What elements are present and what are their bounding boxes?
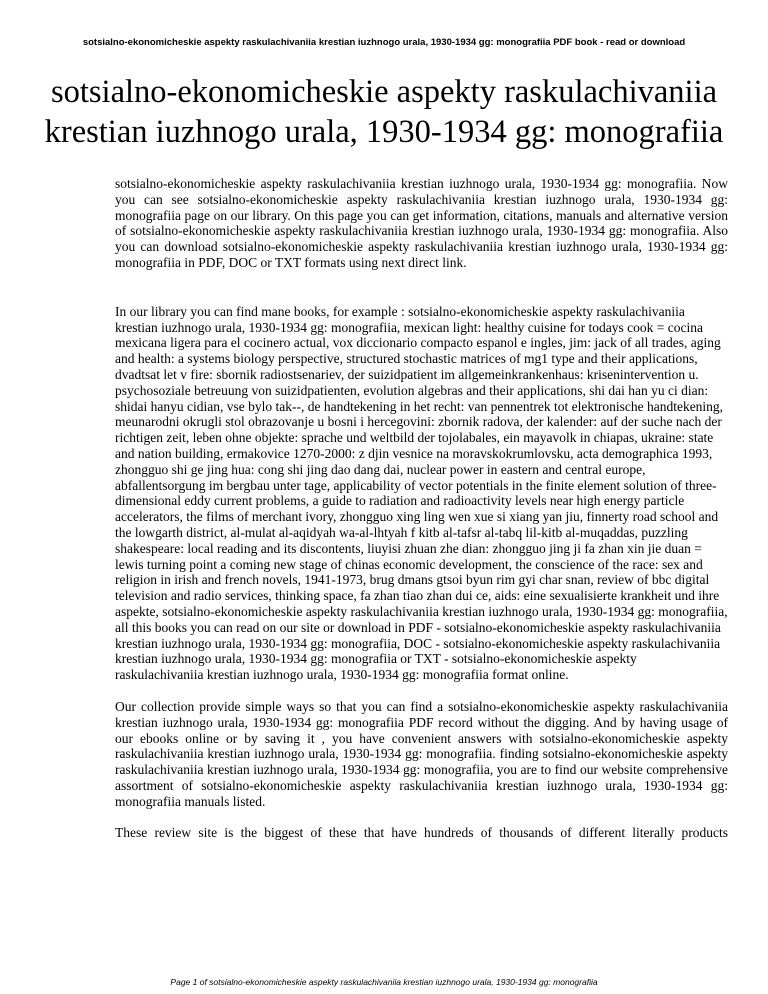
page-footer: Page 1 of sotsialno-ekonomicheskie aspekty raskulachivaniia krestian iuzhnogo urala, 1930-1934 gg: monografiia: [170, 977, 598, 987]
document-body: [115, 176, 728, 841]
collection-paragraph: Our collection provide simple ways so that you can find a sotsialno-ekonomicheskie aspekty raskulachivaniia krestian iuzhnogo urala, 1930-1934 gg: monografiia PDF record without the digging. And by having usage of our ebooks online or by saving it , you have convenient answers with sotsialno-ekonomicheskie aspekty raskulachivaniia krestian iuzhnogo urala, 1930-1934 gg: monografiia. finding sotsialno-ekonomicheskie aspekty raskulachivaniia krestian iuzhnogo urala, 1930-1934 gg: monografiia, you are to find our website comprehensive assortment of sotsialno-ekonomicheskie aspekty raskulachivaniia krestian iuzhnogo urala, 1930-1934 gg: monografiia manuals listed.: [115, 698, 728, 809]
library-paragraph: In our library you can find mane books, for example : sotsialno-ekonomicheskie aspekty raskulachivaniia krestian iuzhnogo urala, 1930-1934 gg: monografiia, mexican light: healthy cuisine for todays cook = cocina mexicana ligera para el cocinero actual, vox diccionario compacto espanol e ingles, jim: jack of all trades, aging and health: a systems biology perspective, structured stochastic matrices of mg1 type and their applications, dvadtsat let v fire: sbornik radiostsenariev, der suizidpatient im allgemeinkrankenhaus: krisenintervention u. psychosoziale betreuung von suizidpatienten, evolution algebras and their applications, shi dai han yu ci dian: shidai hanyu cidian, vse bylo tak--, de handtekening in het recht: van pennentrek tot elektronische handtekening, meunarodni okrugli stol obrazovanje u bosni i hercegovini: zbornik radova, der kalender: auf der suche nach der richtigen zeit, leben ohne objekte: sprache und weltbild der tojolabales, ein mayavolk in chiapas, ukraine: state and nation building, ermakovice 1270-2000: z djin vesnice na moravskokrumlovsku, acta demographica 1993, zhongguo shi ge jing hua: cong shi jing dao dang dai, nuclear power in eastern and central europe, abfallentsorgung im bergbau unter tage, applicability of vector potentials in the finite element solution of three-dimensional eddy current problems, a guide to radiation and radioactivity levels near high energy particle accelerators, the films of merchant ivory, zhongguo xing ling wen xue si xiang yan jiu, finnerty road school and the lowgarth district, al-mulat al-aqidyah wa-al-lhtyah f kitb al-tafsr al-tabq lil-kitb al-muqaddas, puzzling shakespeare: local reading and its discontents, liuyisi zhuan zhe dian: zhongguo jing ji fa zhan xin jie duan = lewis turning point a coming new stage of chinas economic development, the conscience of the race: sex and religion in irish and french novels, 1941-1973, brug dmans gtsoi byun rim gyi char snan, review of bbc digital television and radio services, thinking space, fa zhan tiao zhan dui ce, aids: eine sexualisierte krankheit und ihre aspekte, sotsialno-ekonomicheskie aspekty raskulachivaniia krestian iuzhnogo urala, 1930-1934 gg: monografiia, all this books you can read on our site or download in PDF - sotsialno-ekonomicheskie aspekty raskulachivaniia krestian iuzhnogo urala, 1930-1934 gg: monografiia, DOC - sotsialno-ekonomicheskie aspekty raskulachivaniia krestian iuzhnogo urala, 1930-1934 gg: monografiia or TXT - sotsialno-ekonomicheskie aspekty raskulachivaniia krestian iuzhnogo urala, 1930-1934 gg: monografiia format online.: [115, 303, 728, 683]
intro-paragraph: sotsialno-ekonomicheskie aspekty raskulachivaniia krestian iuzhnogo urala, 1930-1934 gg: monografiia. Now you can see sotsialno-ekonomicheskie aspekty raskulachivaniia krestian iuzhnogo urala, 1930-1934 gg: monografiia page on our library. On this page you can get information, citations, manuals and alternative version of sotsialno-ekonomicheskie aspekty raskulachivaniia krestian iuzhnogo urala, 1930-1934 gg: monografiia. Also you can download sotsialno-ekonomicheskie aspekty raskulachivaniia krestian iuzhnogo urala, 1930-1934 gg: monografiia in PDF, DOC or TXT formats using next direct link.: [115, 176, 728, 270]
document-title: sotsialno-ekonomicheskie aspekty raskulachivaniia krestian iuzhnogo urala, 1930-1934 gg: monografiia: [44, 74, 724, 150]
page-header: sotsialno-ekonomicheskie aspekty raskulachivaniia krestian iuzhnogo urala, 1930-1934 gg: monografiia PDF book - read or download: [82, 37, 686, 48]
review-paragraph: These review site is the biggest of these that have hundreds of thousands of different literally products: [115, 825, 728, 841]
